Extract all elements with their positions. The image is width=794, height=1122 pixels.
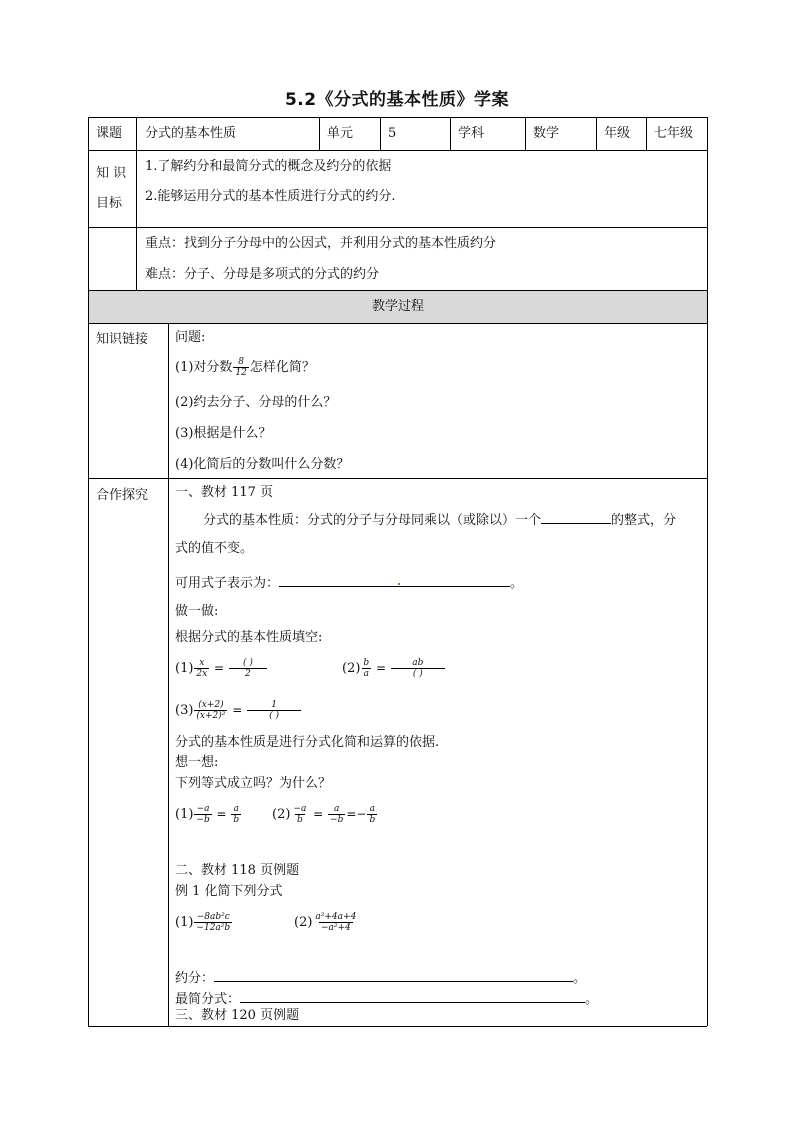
header-value-subject: 数学	[533, 126, 560, 141]
col-line	[168, 323, 169, 1026]
fraction-num: 8	[238, 357, 245, 367]
col-line	[319, 117, 320, 150]
header-label-grade: 年级	[604, 126, 631, 141]
row-line	[88, 117, 707, 118]
fraction-den: b	[297, 815, 303, 825]
fraction-den: b	[233, 815, 240, 825]
header-label-unit: 单元	[327, 126, 354, 141]
row-line	[88, 227, 707, 228]
fraction	[229, 658, 267, 679]
question-ask: 下列等式成立吗？为什么？	[175, 776, 332, 791]
col-line	[525, 117, 526, 150]
fraction	[328, 804, 345, 825]
goals-label-b: 目标	[96, 196, 123, 211]
link-q1-post: 怎样化简？	[249, 360, 315, 375]
link-q2: (2)约去分子、分母的什么？	[175, 395, 337, 410]
expression-end: 。	[510, 576, 524, 591]
fraction	[247, 700, 301, 721]
header-value-unit: 5	[388, 126, 397, 141]
link-q3: (3)根据是什么？	[175, 426, 272, 441]
eq-label: (1)	[175, 915, 194, 930]
section-1: 一、教材 117 页	[175, 485, 274, 500]
section-2: 二、教材 118 页例题	[175, 863, 300, 878]
link-q1-pre: (1)对分数	[175, 360, 233, 375]
fraction-den[interactable]: ( )	[247, 710, 301, 721]
fraction-den: (x+2)²	[196, 711, 226, 721]
fraction	[194, 804, 211, 825]
green-dot	[398, 583, 400, 585]
example-frac-2	[294, 910, 359, 936]
fill-eq-2: (2) $\frac{b}{a}$ = $\frac{ab}{( )}$	[342, 655, 446, 682]
col-line	[136, 117, 137, 290]
fraction-den: 2x	[196, 669, 208, 679]
fraction-num: ab	[412, 658, 424, 668]
row-line	[88, 150, 707, 151]
fraction-den[interactable]: ( )	[391, 668, 445, 679]
fraction-num[interactable]: ( )	[242, 658, 253, 668]
reduce-label: 约分：	[175, 971, 215, 986]
fraction	[194, 700, 227, 721]
key-point: 重点：找到分子分母中的公因式，并利用分式的基本性质约分	[145, 236, 497, 251]
fraction	[194, 912, 232, 933]
fraction-den: 12	[235, 368, 247, 378]
fraction-den: a	[363, 669, 369, 679]
fraction-den: −12a²b	[196, 923, 231, 933]
coop-label: 合作探究	[96, 488, 149, 503]
eq-minus: =−	[346, 807, 367, 821]
fraction	[361, 658, 371, 679]
think-eq-1: (1) $\frac{-a}{-b}$ = $\frac{a}{b}$	[175, 804, 240, 825]
reduce-end: 。	[573, 971, 587, 986]
eq-label: (1)	[175, 807, 194, 822]
fill-instruction: 根据分式的基本性质填空:	[175, 630, 323, 645]
col-line	[88, 117, 89, 1026]
fraction-num: −a	[196, 804, 210, 814]
property-line-1	[203, 510, 676, 529]
process-title: 教学过程	[371, 299, 424, 314]
fraction-num: a²+4a+4	[315, 912, 357, 922]
basis-statement: 分式的基本性质是进行分式化简和运算的依据.	[175, 735, 440, 750]
simplest-label: 最简分式：	[175, 992, 241, 1007]
col-line	[707, 117, 708, 1026]
try-label: 做一做:	[175, 604, 219, 619]
eq-label: (2)	[294, 915, 313, 930]
col-line	[380, 117, 381, 150]
fraction-num: a	[233, 804, 239, 814]
row-line	[88, 323, 707, 324]
eq-label: (2)	[272, 807, 291, 822]
fraction-num: −a	[293, 804, 307, 814]
fraction-num: x	[199, 658, 205, 668]
difficulty-point: 难点：分子、分母是多项式的分式的约分	[145, 267, 380, 282]
fraction-num: −8ab²c	[196, 912, 230, 922]
header-label-topic: 课题	[96, 126, 123, 141]
row-line	[88, 1026, 707, 1027]
reduce-blank[interactable]	[214, 968, 573, 982]
simplest-end: 。	[585, 992, 599, 1007]
link-q1	[175, 356, 315, 380]
col-line	[450, 117, 451, 150]
goal-line-1: 1.了解约分和最简分式的概念及约分的依据	[145, 159, 392, 174]
fraction	[231, 804, 241, 825]
section-3: 三、教材 120 页例题	[175, 1008, 300, 1023]
header-value-grade: 七年级	[654, 126, 694, 141]
fraction-num: a	[369, 804, 376, 814]
fill-eq-3: (3) $\frac{(x+2)}{\text{(x+2)²}}$ = $\frac{1}{( )}$	[175, 697, 302, 724]
fill-eq-1: (1) $\frac{x}{2x}$ = $\frac{( )}{2}$	[175, 655, 268, 682]
property-post: 的整式，分	[611, 513, 677, 528]
reduce-row	[175, 968, 586, 987]
fraction	[313, 912, 358, 933]
col-line	[596, 117, 597, 150]
row-line	[88, 478, 707, 479]
expression-label: 可用式子表示为：	[175, 576, 280, 591]
property-line-2: 式的值不变。	[175, 541, 254, 556]
link-label: 知识链接	[96, 332, 149, 347]
expression-row	[175, 573, 523, 592]
col-line	[646, 117, 647, 150]
link-q0: 问题:	[175, 330, 206, 345]
think-label: 想一想:	[175, 755, 219, 770]
property-pre: 分式的基本性质：分式的分子与分母同乘以（或除以）一个	[203, 513, 542, 528]
fraction-den: −a²+4	[320, 923, 351, 933]
property-blank[interactable]	[541, 510, 611, 524]
eq-label: (2)	[342, 661, 361, 676]
expression-blank[interactable]	[279, 573, 510, 587]
fraction-den: −b	[330, 815, 344, 825]
example-frac-1	[175, 910, 233, 936]
header-label-subject: 学科	[458, 126, 485, 141]
simplest-row	[175, 989, 598, 1008]
fraction-den: −b	[196, 815, 210, 825]
fraction-den: b	[369, 815, 376, 825]
page-title: 5.2《分式的基本性质》学案	[284, 90, 510, 110]
fraction	[291, 804, 308, 825]
fraction	[391, 658, 445, 679]
fraction-num: (x+2)	[198, 700, 224, 710]
eq-label: (3)	[175, 703, 194, 718]
fraction	[367, 804, 377, 825]
fraction-num: a	[334, 804, 340, 814]
think-eq-2: (2) $\frac{-a}{b}$ = $\frac{a}{-b}$ =− $\frac{a}{b}$	[272, 804, 376, 825]
fraction-num: 1	[271, 700, 277, 710]
fraction-den: 2	[229, 668, 267, 679]
goals-label-a: 知 识	[96, 166, 127, 181]
link-q4: (4)化简后的分数叫什么分数？	[175, 457, 350, 472]
fraction	[194, 658, 209, 679]
example-1: 例 1 化简下列分式	[175, 884, 283, 899]
goal-line-2: 2.能够运用分式的基本性质进行分式的约分.	[145, 189, 396, 204]
simplest-blank[interactable]	[240, 989, 585, 1003]
fraction-8-12	[233, 357, 248, 378]
header-value-topic: 分式的基本性质	[145, 126, 237, 141]
fraction-num: b	[363, 658, 370, 668]
eq-label: (1)	[175, 661, 194, 676]
